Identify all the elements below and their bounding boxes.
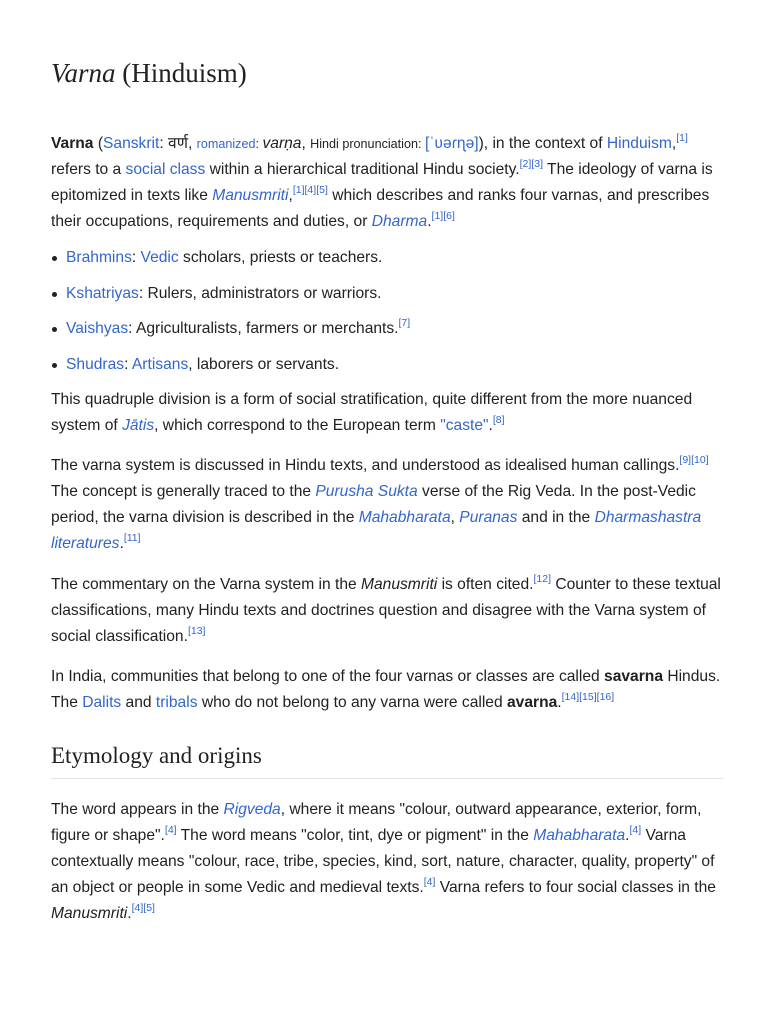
citation — [124, 532, 141, 544]
hindi-pronunciation-label: Hindi pronunciation — [310, 137, 418, 151]
citation — [293, 184, 328, 196]
intro-paragraph — [51, 131, 723, 235]
citation — [188, 625, 206, 637]
citation-link[interactable]: [11] — [123, 532, 141, 545]
text: , — [301, 135, 311, 152]
citation-link[interactable]: [12] — [533, 573, 551, 586]
citation — [676, 132, 688, 144]
link-mahabharata[interactable]: Mahabharata — [358, 509, 451, 527]
link-purusha-sukta[interactable]: Purusha Sukta — [315, 483, 418, 501]
citation-link[interactable]: [8] — [492, 414, 505, 427]
link-caste[interactable]: "caste" — [440, 417, 489, 435]
text: Varna refers to four social classes in the — [435, 879, 716, 897]
citation-link[interactable]: [7] — [398, 317, 411, 330]
citation — [679, 454, 708, 466]
text: and in the — [517, 509, 595, 527]
link-dharma[interactable]: Dharma — [371, 213, 428, 230]
section-heading-etymology: Etymology and origins — [51, 740, 723, 779]
text: Counter to these textual classifications, many Hindu texts and doctrines question and disagree with the Varna system of social classification. — [51, 576, 721, 646]
manusmriti-title: Manusmriti — [51, 905, 128, 923]
link-kshatriyas[interactable]: Kshatriyas — [66, 284, 139, 302]
text: : — [255, 137, 263, 151]
citation — [533, 573, 551, 585]
citation-link[interactable]: [3] — [531, 158, 543, 170]
text: : — [124, 355, 132, 373]
citation-link[interactable]: [15] — [579, 691, 597, 704]
text: . — [488, 417, 493, 435]
text: . — [427, 213, 432, 230]
paragraph-jatis — [51, 387, 723, 439]
paragraph-etymology — [51, 797, 723, 927]
title-rest: (Hinduism) — [115, 58, 247, 88]
text: . — [119, 535, 124, 553]
link-tribals[interactable]: tribals — [155, 694, 198, 712]
romanized-value: varṇa — [262, 135, 302, 152]
citation — [432, 210, 455, 222]
text: scholars, priests or teachers. — [178, 249, 383, 266]
citation-link[interactable]: [1] — [292, 184, 305, 196]
paragraph-commentary — [51, 572, 723, 650]
term-varna: Varna — [51, 135, 94, 152]
paragraph-india — [51, 664, 723, 716]
text: which describes and ranks four varnas, and prescribes their occupations, requirements and duties, or — [51, 187, 710, 230]
text: The word means "color, tint, dye or pigment" in the — [176, 827, 534, 845]
article-content — [51, 131, 723, 939]
citation-link[interactable]: [10] — [691, 454, 709, 467]
text: Agriculturalists, farmers or merchants. — [135, 320, 399, 338]
citation-link[interactable]: [4] — [629, 824, 642, 837]
text: : — [131, 249, 141, 266]
text: verse of the Rig Veda. In the post-Vedic period, the varna division is described in the — [51, 483, 696, 527]
link-manusmriti[interactable]: Manusmriti — [212, 187, 289, 204]
link-romanized[interactable]: romanized — [196, 137, 256, 151]
text: : — [138, 284, 148, 302]
text: , where it means "colour, outward appearance, exterior, form, figure or shape". — [51, 801, 702, 845]
citation-link[interactable]: [4] — [304, 184, 317, 196]
link-vaishyas[interactable]: Vaishyas — [66, 320, 129, 338]
paragraph-texts — [51, 453, 723, 557]
text: : — [417, 137, 425, 151]
text: The concept is generally traced to the — [51, 483, 316, 501]
citation-link[interactable]: [13] — [187, 625, 206, 638]
varna-list — [51, 245, 723, 378]
text: , — [288, 187, 293, 204]
text: , — [187, 135, 197, 152]
link-ipa[interactable]: [ˈʋəɾɳə] — [424, 135, 479, 152]
page-title — [51, 54, 247, 92]
link-artisans[interactable]: Artisans — [131, 355, 189, 373]
link-shudras[interactable]: Shudras — [66, 355, 125, 373]
citation — [424, 876, 436, 888]
text: , — [450, 509, 460, 527]
text: refers to a — [51, 161, 126, 178]
citation — [132, 902, 155, 914]
citation-link[interactable]: [1] — [676, 132, 688, 144]
citation — [520, 158, 543, 170]
link-social-class[interactable]: social class — [125, 161, 206, 178]
text: , laborers or servants. — [188, 355, 340, 373]
link-jatis[interactable]: Jātis — [122, 417, 155, 435]
text: The varna system is discussed in Hindu texts, and understood as idealised human callings. — [51, 457, 680, 475]
term-avarna: avarna — [506, 694, 558, 712]
citation — [629, 824, 641, 836]
text: Varna contextually means "colour, race, tribe, species, kind, sort, nature, character, quality, property" of an object or people in some Vedic and medieval texts. — [51, 827, 715, 897]
text: , — [671, 135, 677, 152]
text: who do not belong to any varna were called — [197, 694, 507, 712]
citation-link[interactable]: [14] — [561, 691, 580, 704]
text: . — [625, 827, 630, 845]
text: The word appears in the — [51, 801, 224, 819]
citation-link[interactable]: [2] — [519, 158, 532, 170]
text: is often cited. — [437, 576, 534, 594]
devanagari-term: वर्ण — [168, 135, 188, 152]
text: : — [159, 135, 169, 152]
text: . — [127, 905, 132, 923]
text: , which correspond to the European term — [154, 417, 441, 435]
citation-link[interactable]: [5] — [316, 184, 328, 196]
link-sanskrit[interactable]: Sanskrit — [103, 135, 160, 152]
link-hinduism[interactable]: Hinduism — [606, 135, 672, 152]
text: ), in the context of — [478, 135, 607, 152]
list-item-kshatriyas — [51, 281, 723, 307]
text: : — [128, 320, 136, 338]
text: In India, communities that belong to one of the four varnas or classes are called — [51, 668, 605, 686]
term-savarna: savarna — [604, 668, 663, 686]
citation — [165, 824, 177, 836]
link-mahabharata-etymology[interactable]: Mahabharata — [533, 827, 626, 845]
list-item-shudras — [51, 352, 723, 378]
link-puranas[interactable]: Puranas — [459, 509, 518, 527]
citation-link[interactable]: [4] — [423, 876, 436, 889]
link-brahmins[interactable]: Brahmins — [66, 249, 132, 266]
manusmriti-title: Manusmriti — [361, 576, 438, 594]
link-dalits[interactable]: Dalits — [82, 694, 122, 712]
text: Rulers, administrators or warriors. — [147, 284, 382, 302]
citation-link[interactable]: [16] — [596, 691, 615, 704]
citation-link[interactable]: [5] — [143, 902, 155, 915]
link-dharmashastra[interactable]: Dharmashastra literatures — [51, 509, 702, 553]
text: This quadruple division is a form of social stratification, quite different from the more nuanced system of — [51, 391, 693, 435]
citation — [399, 317, 411, 329]
citation — [493, 414, 505, 426]
text: ( — [93, 135, 104, 152]
link-vedic[interactable]: Vedic — [140, 249, 179, 266]
link-rigveda[interactable]: Rigveda — [223, 801, 281, 819]
text: within a hierarchical traditional Hindu society. — [205, 161, 520, 178]
text: and — [121, 694, 156, 712]
citation-link[interactable]: [4] — [164, 824, 177, 837]
citation — [562, 691, 615, 703]
citation-link[interactable]: [6] — [443, 210, 455, 222]
citation-link[interactable]: [9] — [679, 454, 692, 467]
text: . — [557, 694, 562, 712]
text: The commentary on the Varna system in the — [51, 576, 361, 594]
list-item-brahmins — [51, 245, 723, 271]
citation-link[interactable]: [1] — [431, 210, 444, 222]
citation-link[interactable]: [4] — [131, 902, 144, 915]
text: Hindus. The — [51, 668, 721, 712]
title-italic: Varna — [51, 58, 116, 88]
text: The ideology of varna is epitomized in texts like — [51, 161, 713, 204]
list-item-vaishyas — [51, 316, 723, 342]
